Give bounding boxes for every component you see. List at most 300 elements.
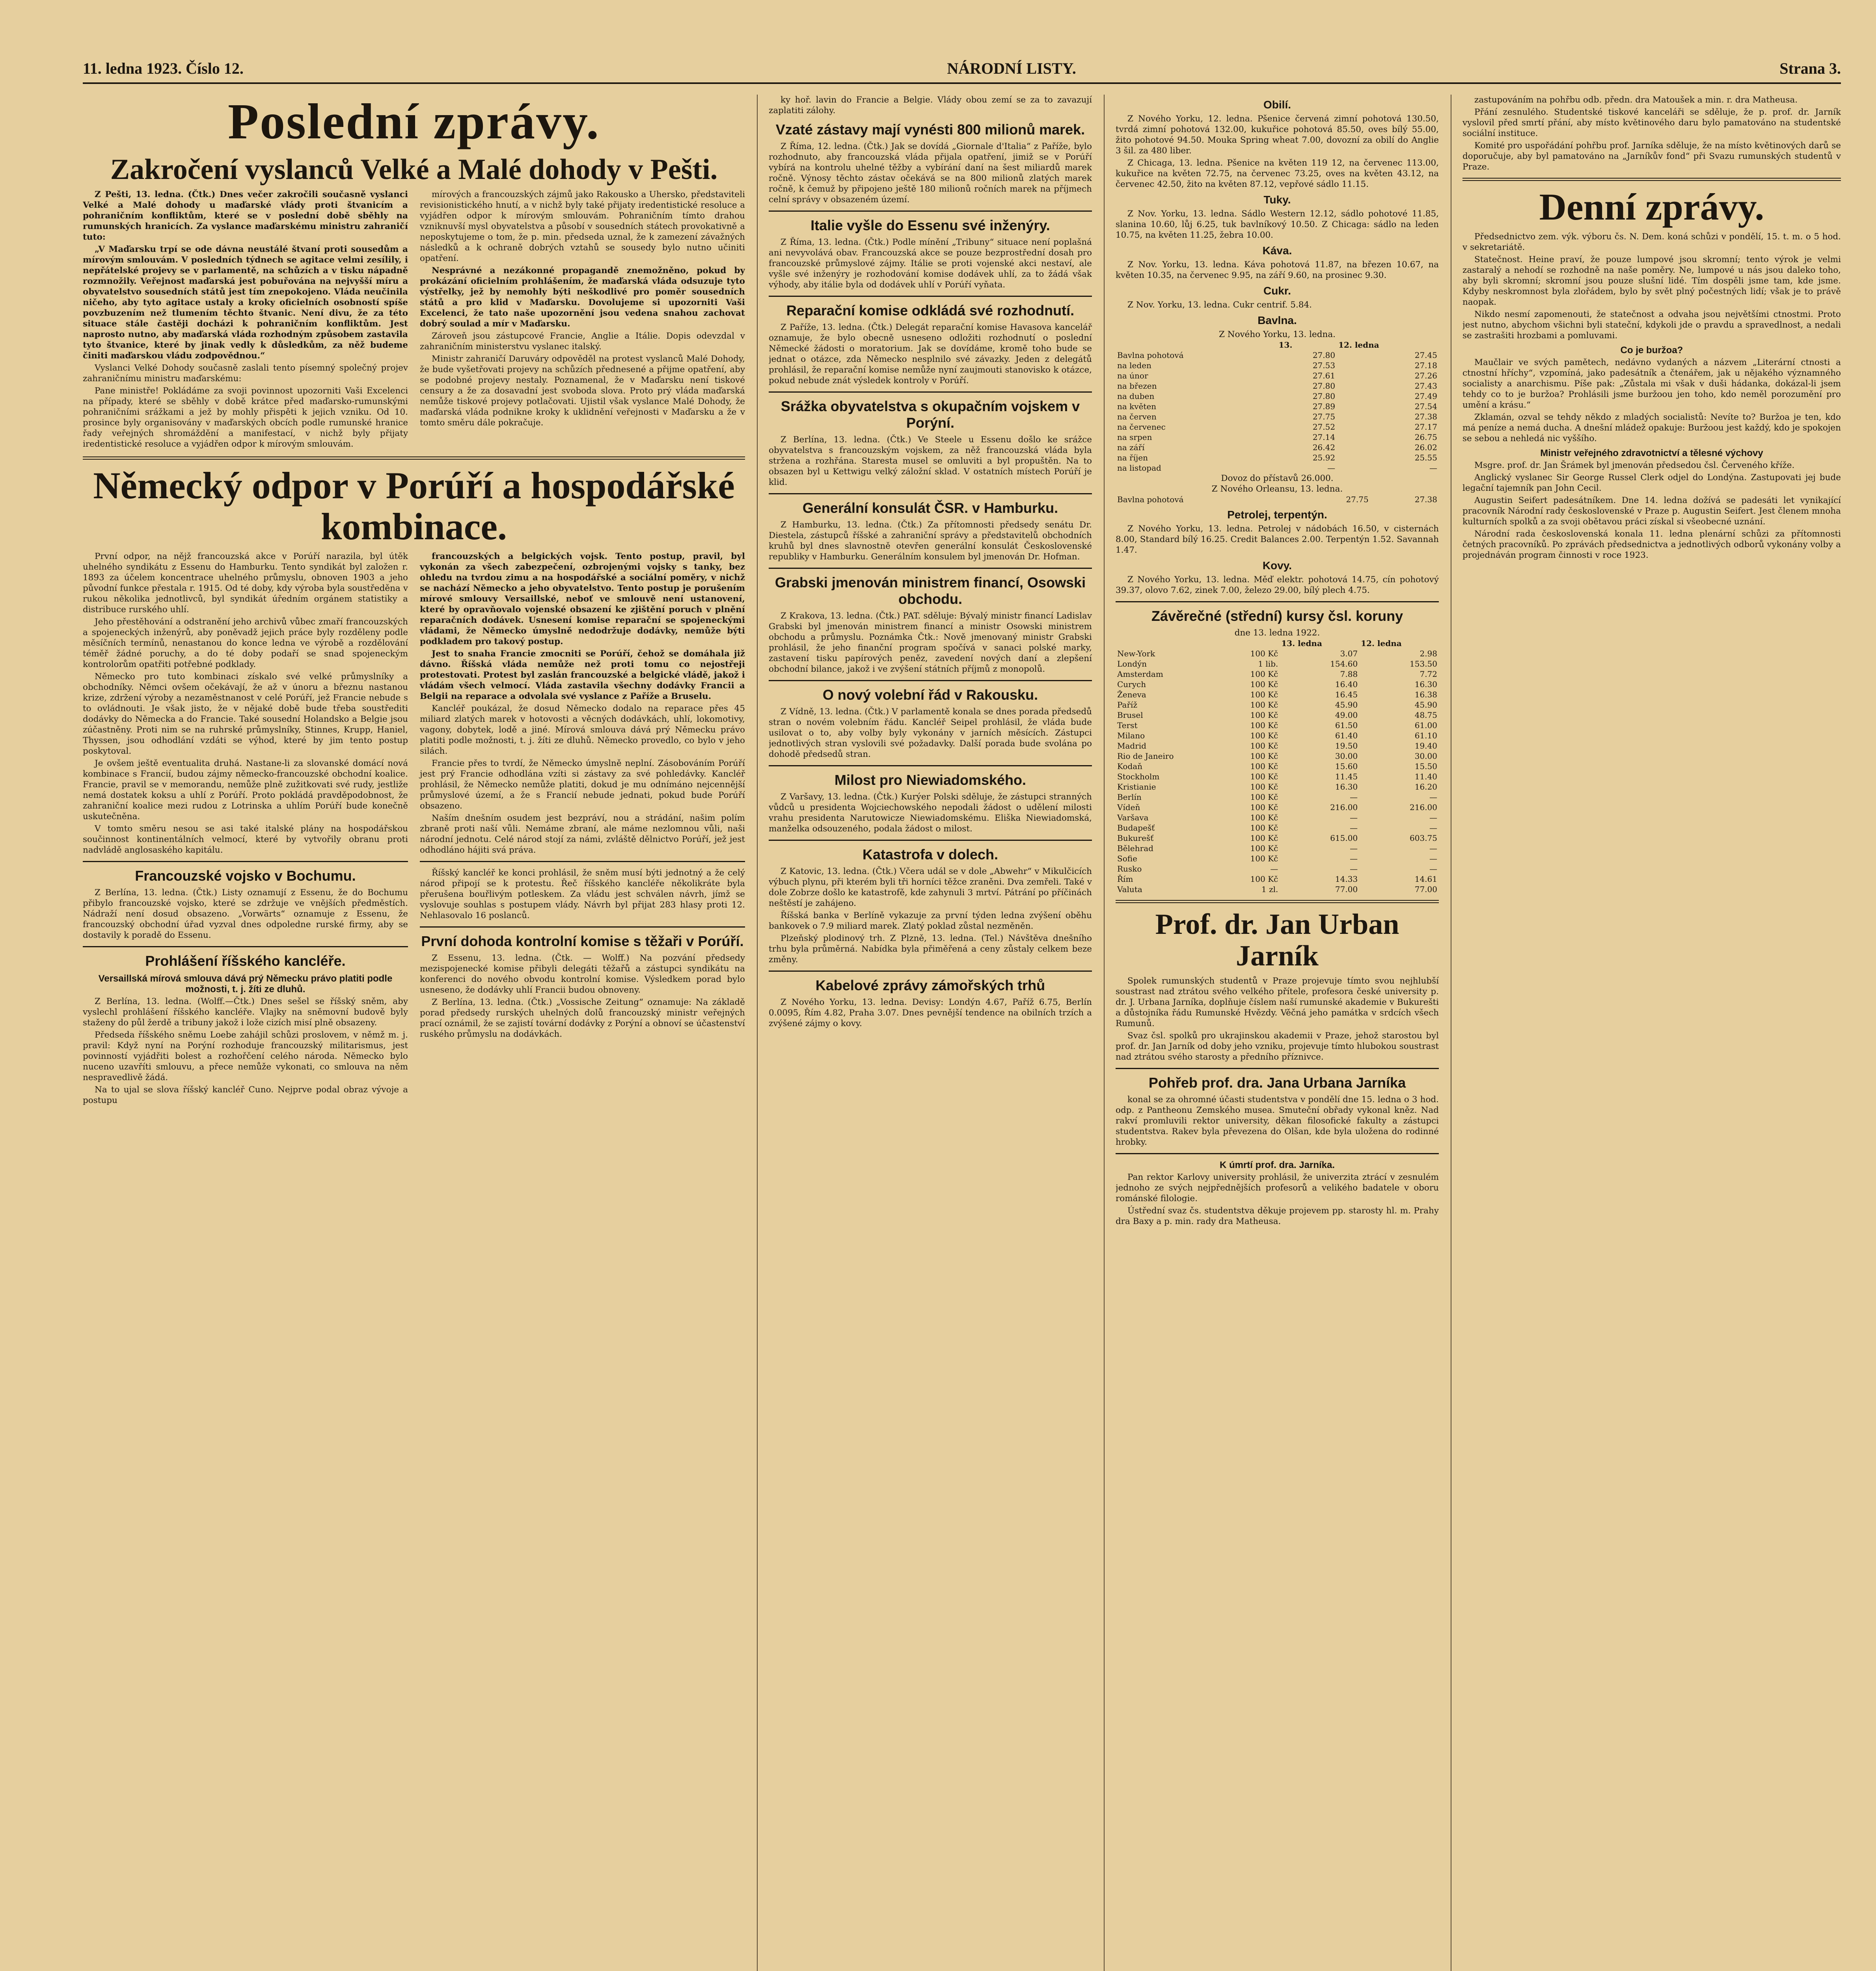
table-value-cell: 27.52 [1312, 422, 1336, 432]
table-value-cell: 61.00 [1414, 721, 1437, 730]
date-issue: 11. ledna 1923. Číslo 12. [83, 60, 244, 77]
table-value-cell: 45.90 [1335, 700, 1358, 710]
article-title-milost: Milost pro Niewiadomského. [834, 772, 1026, 788]
section-title-kursy: Závěrečné (střední) kursy čsl. koruny [1151, 608, 1403, 624]
table-row [1116, 412, 1439, 422]
paper-title: NÁRODNÍ LISTY. [947, 60, 1076, 77]
table-header-cell: 12. ledna [1338, 340, 1379, 350]
table-row [1116, 700, 1439, 710]
article-title-katastrofa: Katastrofa v dolech. [862, 846, 999, 863]
article-paragraph: Anglický vyslanec Sir George Russel Clerk odjel do Londýna. Zastupovati jej bude legační tajemník pan John Cecil. [1462, 473, 1841, 493]
table-value-cell: 27.80 [1312, 391, 1336, 401]
table-value-cell: 100 Kč [1250, 854, 1278, 863]
table-value-cell: 27.80 [1312, 350, 1336, 360]
table-row [1116, 710, 1439, 720]
divider [769, 971, 1092, 972]
table-value-cell: 100 Kč [1250, 741, 1278, 751]
article-paragraph: Z Krakova, 13. ledna. (Čtk.) PAT. sděluje: Bývalý ministr financí Ladislav Grabski byl jmenován ministrem financí a ministr Osowski ministrem obchodu a průmyslu. Poznámka Čtk.: Nově jmenovaný ministr Grabski prohlásil, že jeho finanční program spočívá v sanaci polské marky, zastavení tisku papírových peněz, zavedení nových daní a zlepšení obchodní bilance, jakož i ve zvýšení státních příjmů z monopolů. [769, 611, 1092, 674]
table-value-cell: 154.60 [1330, 659, 1358, 669]
article-paragraph: Z Berlína, 13. ledna. (Čtk.) „Vossische Zeitung“ oznamuje: Na základě porad předsedy rurských uhelných dolů francouzský ministr veřejných prací oznámil, že se zajistí tovární dodávky z Porýní a obnoví se účastenství ruského průmyslu na dodávkách. [420, 997, 745, 1039]
article-paragraph: Z Říma, 12. ledna. (Čtk.) Jak se dovídá „Giornale d'Italia“ z Paříže, bylo rozhodnuto, aby francouzská vláda přijala opatření, jimiž se v Porúří vybírá na kontrolu uhelné těžby a vybírání daní na šest miliardů marek ročně. Výnosy těchto zástav očekává se na 800 milionů zlatých marek ročně, k čemuž by připojeno ještě 180 milionů ročních marek na příjmech celní správy v obsazeném území. [769, 142, 1092, 205]
table-label-cell: Varšava [1117, 813, 1149, 822]
section-title-tuky: Tuky. [1263, 194, 1291, 206]
divider [769, 568, 1092, 569]
table-value-cell: 1 lib. [1258, 659, 1278, 669]
table-value-cell: 30.00 [1335, 751, 1358, 761]
table-label-cell: na únor [1117, 371, 1148, 380]
column-1-2 [83, 95, 745, 1971]
table-value-cell: 27.17 [1414, 422, 1437, 432]
divider [769, 840, 1092, 841]
column-5 [1462, 95, 1841, 1971]
article-paragraph: Naším dnešním osudem jest bezpráví, nou a strádání, našim polím zbraně proti naší vůli. Nemáme zbraní, ale máme nezlomnou vůli, naši národní jednotu. Celé národ stojí za námi, zvláště dělnictvo Porúří, jež jest odhodláno hájiti svá práva. [420, 813, 745, 855]
article-subtitle: Co je buržoa? [1620, 345, 1683, 356]
table-label-cell: na duben [1117, 391, 1155, 401]
table-value-cell: 26.75 [1414, 432, 1437, 442]
market-note: Dovoz do přístavů 26.000. [1221, 473, 1334, 483]
table-value-cell: 100 Kč [1250, 669, 1278, 679]
article-title-zastavy: Vzaté zástavy mají vynésti 800 milionů marek. [775, 121, 1085, 138]
article-paragraph: Je ovšem ještě eventualita druhá. Nastane-li za slovanské domácí nová kombinace s Francií, budou zájmy německo-francouzské obchodní koalice. Francie, pravil se v memorandu, nemůže plně zužitkovati své rudy, jestliže nemá dostatek koksu a uhlí z Porúří. Proto pokládá pravděpodobnost, že zahraniční koalice mezi rudou z Lotrinska a uhlím Porúří bude konečně uskutečněna. [83, 758, 408, 822]
article-subtitle: Ministr veřejného zdravotnictví a tělesné výchovy [1540, 448, 1763, 458]
divider [769, 680, 1092, 681]
table-value-cell: 100 Kč [1250, 710, 1278, 720]
table-value-cell: 7.72 [1420, 669, 1437, 679]
table-row [1116, 679, 1439, 689]
table-row [1116, 874, 1439, 884]
kurs-table [1116, 638, 1439, 894]
table-value-cell: 27.26 [1414, 371, 1437, 380]
table-label-cell: Berlín [1117, 792, 1142, 802]
article-paragraph: Vyslanci Velké Dohody současně zaslali tento písemný společný projev zahraničnímu ministru maďarskému: [83, 363, 408, 384]
article-paragraph: konal se za ohromné účasti studentstva v pondělí dne 15. ledna o 3 hod. odp. z Pantheonu Zemského musea. Smuteční obřady vykonal kněz. Nad rakví promluvili rektor university, děkan filosofické fakulty a zástupci studentstva. Rakev byla převezena do Olšan, kde byla uložena do rodinné hrobky. [1116, 1095, 1439, 1147]
table-row [1116, 689, 1439, 700]
divider [1116, 1068, 1439, 1069]
article-paragraph: Msgre. prof. dr. Jan Šrámek byl jmenován předsedou čsl. Červeného kříže. [1474, 460, 1795, 470]
table-value-cell: 61.40 [1335, 731, 1358, 740]
article-title-vojsko: Francouzské vojsko v Bochumu. [135, 868, 356, 884]
table-row [1116, 782, 1439, 792]
article-paragraph: Jeho přestěhování a odstranění jeho archivů vůbec zmaří francouzských a spojeneckých inženýrů, aby poněvadž jejich práce byly rozděleny podle měsíčních termínů, nenastanou do konce ledna ve výrobě a rozdělování téměř žádné poruchy, a do té doby podaří se snad spojeneckým kontrolorům opatřiti potřebné podklady. [83, 617, 408, 669]
divider [769, 391, 1092, 393]
article-title-odpor: Německý odpor v Porúří a hospodářské kombinace. [93, 464, 735, 548]
divider [83, 456, 745, 460]
table-value-cell: 16.30 [1414, 680, 1437, 689]
table-value-cell: 603.75 [1410, 833, 1437, 843]
article-paragraph: Komité pro uspořádání pohřbu prof. Jarníka sděluje, že na místo květinových darů se doporučuje, aby byl pamatováno na „Jarníkův fond“ při Svazu rumunských studentů v Praze. [1462, 141, 1841, 172]
table-value-cell: 100 Kč [1250, 721, 1278, 730]
article-title-vyslanci: Zakročení vyslanců Velké a Malé dohody v Pešti. [110, 153, 718, 186]
table-header-cell [1224, 638, 1280, 648]
headline-posledni-zpravy: Poslední zprávy. [227, 95, 600, 149]
article-title-pohreb: Pohřeb prof. dra. Jana Urbana Jarníka [1148, 1075, 1406, 1091]
table-value-cell: 16.20 [1414, 782, 1437, 792]
market-paragraph: Z Nov. Yorku, 13. ledna. Káva pohotová 11.87, na březen 10.67, na květen 10.35, na červenec 9.95, na září 9.60, na prosinec 9.30. [1116, 260, 1439, 280]
column-rule [1104, 95, 1105, 1971]
table-row [1116, 360, 1439, 371]
table-value-cell: 100 Kč [1250, 844, 1278, 853]
table-header-cell [1116, 638, 1224, 648]
article-paragraph: mírových a francouzských zájmů jako Rakousko a Uhersko, představiteli revisionistického hnutí, a v nichž byly také přijaty iredentistické resoluce a vyjádřen odpor k mírovým smlouvám. Pohraničním tímto drahou vzniknuvší mysl obyvatelstva a působí v sousedních státech provokativně a neposkytujeme o tom, že p. min. předseda uznal, že k zamezení závažných následků a k ochraně dobrých vztahů se sousedy bylo nutno učiniti opatření. [420, 190, 745, 263]
article-paragraph: Ministr zahraničí Daruváry odpověděl na protest vyslanců Malé Dohody, že bude vyšetřovati projevy na schůzích přednesené a přijme opatření, aby se podobné projevy nestaly. Poznamenal, že v Maďarsku není tiskové censury a že za dosavadní jest svoboda slova. Proto prý vláda maďarská nemůže tiskové projevy potlačovati. Ujistil však vyslance Malé Dohody, že maďarská vláda podnikne kroky k uklidnění veřejnosti v Maďarsku a že v tomto směru dále pokračuje. [420, 354, 745, 428]
table-value-cell: 16.38 [1414, 690, 1437, 699]
table-value-cell: 27.61 [1312, 371, 1336, 380]
bavlna-table [1116, 340, 1439, 473]
article-paragraph: Pane ministře! Pokládáme za svoji povinnost upozorniti Vaši Excelenci na případy, které se sběhly v době krátce před maďarsko-rumunskými pohraničními srážkami a jež by mohly přispěti k jejich vzniku. Od 10. prosince byly organisovány v maďarských obcích podle rumunské hranice řady veřejných shromáždění a manifestací, v nichž byly přijaty iredentistické resoluce a vyjádřen odpor k mírovým smlouvám. [83, 386, 408, 449]
table-value-cell: — [1429, 792, 1437, 802]
article-paragraph: Jest to snaha Francie zmocniti se Porúří, čehož se domáhala již dávno. Říšská vláda nemůže než proti tomu co nejostřeji protestovati. Protest byl zaslán francouzské a belgické vládě, jakož i vládám všech velmocí. Vláda zastavila všechny dodávky Francii a Belgii na reparace a odvolala své vyslance z Paříže a Bruselu. [420, 649, 745, 701]
article-title-konsulat: Generální konsulát ČSR. v Hamburku. [802, 500, 1058, 516]
market-paragraph: Z Nového Yorku, 13. ledna. Petrolej v nádobách 16.50, v cisternách 8.00, Standard bílý 16.25. Credit Balances 2.00. Terpentýn 1.52. Savannah 1.47. [1116, 524, 1439, 555]
table-label-cell: Bavlna pohotová [1117, 350, 1184, 360]
article-title-srazka: Srážka obyvatelstva s okupačním vojskem v Porýní. [781, 398, 1080, 431]
article-paragraph: Spolek rumunských studentů v Praze projevuje tímto svou nejhlubší soustrast nad ztrátou svého velkého přítele, profesora české university p. dr. J. Urbana Jarníka, doplňuje číslem naší rumunské akademie v Bukurešti a důstojníka řádu Rumunské Hvězdy. Věčná jeho památka v srdcích všech Rumunů. [1116, 976, 1439, 1028]
table-value-cell: — [1327, 463, 1336, 473]
table-value-cell: 100 Kč [1250, 874, 1278, 884]
table-value-cell: 100 Kč [1250, 823, 1278, 833]
table-value-cell: 61.50 [1335, 721, 1358, 730]
table-row [1116, 823, 1439, 833]
odpor-body [83, 551, 745, 1107]
table-value-cell: 25.92 [1312, 453, 1336, 462]
article-title-reparacni: Reparační komise odkládá své rozhodnutí. [786, 302, 1075, 319]
orleans-table [1116, 494, 1439, 505]
table-label-cell: Curych [1117, 680, 1146, 689]
article-paragraph: Z Berlína, 13. ledna. (Wolff.—Čtk.) Dnes sešel se říšský sněm, aby vyslechl prohlášení říšského kancléře. Vlajky na sněmovní budově byly staženy do půl žerdě a tribuny jakož i lože cizích misí plně obsazeny. [83, 997, 408, 1028]
table-label-cell: Brusel [1117, 710, 1143, 720]
vyslanci-body [83, 189, 745, 451]
table-value-cell: 11.40 [1414, 772, 1437, 781]
table-row [1116, 463, 1439, 473]
table-header-cell: 12. ledna [1361, 639, 1402, 648]
table-value-cell: 27.75 [1312, 412, 1336, 421]
table-value-cell: — [1429, 864, 1437, 874]
table-row [1116, 669, 1439, 679]
table-label-cell: Amsterdam [1117, 669, 1163, 679]
table-row [1116, 730, 1439, 741]
article-paragraph: Předseda říšského sněmu Loebe zahájil schůzi proslovem, v němž m. j. pravil: Když nyní na Porýní rozhoduje francouzský militarismus, jest povinností vyjádřiti bolest a rozhořčení celého národa. Německo bylo nuceno uzavříti smlouvu, a přece nemůže vykonati, co smlouva na něm nespravedlivě žádá. [83, 1030, 408, 1082]
market-paragraph: Z Nov. Yorku, 13. ledna. Cukr centrif. 5.84. [1127, 300, 1312, 310]
divider [83, 946, 408, 947]
table-header-cell [1116, 340, 1277, 350]
article-paragraph: Z Essenu, 13. ledna. (Čtk. — Wolff.) Na pozvání předsedy mezispojenecké komise přibyli delegáti těžařů a zástupci syndikátu na konferenci do nového obvodu kontrolní komise. Výsledkem porad bylo usneseno, že dodávky uhlí Francii budou obnoveny. [420, 953, 745, 995]
article-paragraph: „V Maďarsku trpí se ode dávna neustálé štvaní proti sousedům a mírovým smlouvám. V posledních týdnech se agitace velmi zesílily, i nepřátelské projevy se v parlamentě, na schůzích a v tisku nápadně rozmnožily. Veřejnost maďarská jest pobuřována na nejvyšší míru a obyvatelstvo sousedních států jest tím znepokojeno. Vláda neučinila ničeho, aby tyto agitace ustaly a kroky oficielních osobností spíše povzbuzením než tlumením těchto štvanic. Není divu, že za této situace stále častěji docházi k pohraničním konfliktům. Jest naprosto nutno, aby maďarská vláda rozhodným způsobem zastavila tyto štvanice, které by jinak vedly k důsledkům, za něž budeme činiti maďarskou vládu zodpovědnou.“ [83, 244, 408, 361]
table-value-cell: 7.88 [1340, 669, 1358, 679]
column-rule [757, 95, 758, 1971]
table-label-cell: Rio de Janeiro [1117, 751, 1174, 761]
newspaper-page [83, 59, 1841, 1971]
article-paragraph: První odpor, na nějž francouzská akce v Porúří narazila, byl útěk uhelného syndikátu z Essenu do Hamburku. Tento syndikát byl založen r. 1893 za účelem koncentrace uhelného průmyslu, obnoven 1903 a jeho původní funkce přestala r. 1915. Od té doby, kdy výroba byla soustředěna v rukou několika jednotlivců, byl syndikát úředním orgánem statistiky a distribuce rurského uhlí. [83, 551, 408, 615]
table-label-cell: Madrid [1117, 741, 1146, 751]
article-paragraph: Maučlair ve svých pamětech, nedávno vydaných a názvem „Literární ctnosti a ctnostní hříchy“, vzpomíná, jako padesátník a čtenářem, jak u nějakého významného socialisty a anarchismu. Píše pak: „Zůstala mi však v duši hádanka, dokázal-li jsem tehdy co to je buržoa? Prohlásili jsme buržoou jen toho, kdo neměl porozumění pro umění a krásu.“ [1462, 358, 1841, 410]
article-paragraph: Augustin Seifert padesátníkem. Dne 14. ledna dožívá se padesáti let vynikající pracovník Národní rady československé v Praze p. Augustin Seifert. Jest členem mnoha kulturních spolků a za svoji obětavou práci získal si všeobecné uznání. [1462, 496, 1841, 527]
divider [420, 861, 745, 862]
article-paragraph: Ústřední svaz čs. studentstva děkuje projevem pp. starosty hl. m. Prahy dra Baxy a p. min. rady dra Matheusa. [1116, 1206, 1439, 1226]
section-title-denni: Denní zprávy. [1539, 186, 1764, 228]
article-paragraph: Z Říma, 13. ledna. (Čtk.) Podle mínění „Tribuny“ situace není poplašná ani nevyvolává obav. Francouzská akce se pouze bezprostřední dosah pro francouzské průmyslové zájmy. Itálie se proti vojenské akci nestaví, ale vyšle své inženýry je rozhodování komise dodávek uhlí, za to žádá však výhody, aby itálie byla od dodávek uhlí v Porúří vyňata. [769, 237, 1092, 290]
article-paragraph: Zároveň jsou zástupcové Francie, Anglie a Itálie. Dopis odevzdal v zahraničním ministerstvu vyslanec italský. [420, 331, 745, 352]
table-label-cell: Bavlna pohotová [1117, 495, 1184, 504]
table-row [1116, 853, 1439, 864]
divider [1462, 178, 1841, 181]
article-paragraph: Z Pešti, 13. ledna. (Čtk.) Dnes večer zakročili současně vyslanci Velké a Malé dohody u maďarské vlády proti štvanicím a pohraničním konfliktům, které se v poslední době sběhly na rumunských hranicích. Za vyslance maďarskému ministru zahraničí tuto: [83, 190, 408, 242]
table-value-cell: 27.49 [1414, 391, 1437, 401]
table-header-cell: 13. [1278, 340, 1293, 350]
table-value-cell: — [1350, 854, 1358, 863]
table-value-cell: 26.42 [1312, 443, 1336, 452]
table-value-cell: 16.45 [1335, 690, 1358, 699]
table-row [1116, 864, 1439, 874]
article-paragraph: Přání zesnulého. Studentské tiskové kanceláři se sděluje, že p. prof. dr. Jarník vyslovil před smrtí přání, aby místo květinového daru bylo pamatováno na studentské sociální instituce. [1462, 107, 1841, 138]
table-row [1116, 802, 1439, 812]
divider [420, 926, 745, 928]
table-row [1116, 659, 1439, 669]
article-paragraph: Národní rada československá konala 11. ledna plenární schůzi za přítomnosti četných pracovníků. Po zprávách předsednictva a jednotlivých odborů vykonány volby a projednáván program činnosti v roce 1923. [1462, 529, 1841, 560]
table-row [1116, 381, 1439, 391]
article-paragraph: Plzeňský plodinový trh. Z Plzně, 13. ledna. (Tel.) Návštěva dnešního trhu byla průměrná. Nabídka byla přiměřená a ceny zůstaly celkem beze změny. [769, 933, 1092, 965]
table-label-cell: Bělehrad [1117, 844, 1153, 853]
table-label-cell: na srpen [1117, 432, 1152, 442]
section-title-cukr: Cukr. [1263, 285, 1291, 297]
table-label-cell: Milano [1117, 731, 1145, 740]
table-value-cell: 216.00 [1410, 803, 1437, 812]
table-value-cell: — [1350, 813, 1358, 822]
table-label-cell: Rusko [1117, 864, 1142, 874]
table-value-cell: 100 Kč [1250, 813, 1278, 822]
table-value-cell: 27.45 [1414, 350, 1437, 360]
table-label-cell: na září [1117, 443, 1145, 452]
divider [769, 211, 1092, 212]
article-paragraph: V tomto směru nesou se asi také italské plány na hospodářskou součinnost kontinentálních velmocí, které by vytvořily obranu proti nadvládě anglosaského kapitálu. [83, 824, 408, 855]
table-value-cell: — [1350, 823, 1358, 833]
table-value-cell: 48.75 [1414, 710, 1437, 720]
table-row [1116, 432, 1439, 442]
table-row [1116, 812, 1439, 823]
section-title-petrolej: Petrolej, terpentýn. [1227, 509, 1327, 521]
table-value-cell: 27.43 [1414, 381, 1437, 391]
market-paragraph: Z Chicaga, 13. ledna. Pšenice na květen 119 12, na červenec 113.00, kukuřice na květen 72.75, na červenec 73.25, oves na květen 43.12, na červenec 42.50, žito na květen 87.12, vepřové sádlo 11.15. [1116, 158, 1439, 189]
table-row [1116, 751, 1439, 761]
table-value-cell: 100 Kč [1250, 833, 1278, 843]
table-value-cell: 100 Kč [1250, 803, 1278, 812]
table-value-cell: 27.89 [1312, 402, 1336, 411]
article-paragraph: Z Katovic, 13. ledna. (Čtk.) Včera udál se v dole „Abwehr“ v Mikulčicích výbuch plynu, při kterém byli tři horníci těžce zraněni. Dva zemřeli. Také v dole Zobrze došlo ke katastrofě, kde zahynuli 3 mrtví. Pátrání po příčinách neštěstí je zahájeno. [769, 866, 1092, 908]
article-paragraph: Z Nového Yorku, 13. ledna. Devisy: Londýn 4.67, Paříž 6.75, Berlín 0.0095, Řím 4.82, Praha 3.07. Dnes pevnější tendence na obilních trzích a zvýšené zájmy o kovy. [769, 997, 1092, 1028]
table-row [1116, 792, 1439, 802]
table-value-cell: 16.40 [1335, 680, 1358, 689]
table-value-cell: — [1429, 823, 1437, 833]
table-value-cell: — [1429, 844, 1437, 853]
article-paragraph: ky hoř. lavin do Francie a Belgie. Vlády obou zemí se za to zavazují zaplatiti zálohy. [769, 95, 1092, 116]
column-3 [769, 95, 1092, 1971]
table-label-cell: Sofie [1117, 854, 1137, 863]
article-paragraph: Předsednictvo zem. výk. výboru čs. N. Dem. koná schůzi v pondělí, 15. t. m. o 5 hod. v sekretariátě. [1462, 232, 1841, 252]
table-value-cell: 45.90 [1414, 700, 1437, 710]
table-value-cell: 19.40 [1414, 741, 1437, 751]
table-row [1116, 350, 1439, 360]
table-row [1116, 833, 1439, 843]
article-paragraph: Z Hamburku, 13. ledna. (Čtk.) Za přítomnosti předsedy senátu Dr. Diestela, zástupců říšské a zahraniční správy a představitelů obchodních kruhů byl dnes slavnostně otevřen generální konsulát Československé republiky v Hamburku. Generálním konsulem byl jmenován Dr. Hofman. [769, 520, 1092, 562]
article-title-italie: Italie vyšle do Essenu své inženýry. [810, 217, 1050, 233]
article-paragraph: Kancléř poukázal, že dosud Německo dodalo na reparace přes 45 miliard zlatých marek v hotovosti a věcných dodávkách, uhlí, lokomotivy, vagony, dobytek, lodě a jiné. Mírová smlouva dává prý Německu právo platiti podle možnosti, t. j. žíti ze dluhů. Německo provedlo, co bylo v jeho silách. [420, 704, 745, 756]
divider [83, 861, 408, 862]
table-label-cell: na březen [1117, 381, 1157, 391]
columns [83, 95, 1841, 1971]
article-subtitle: Versaillská mírová smlouva dává prý Německu právo platiti podle možnosti, t. j. žíti ze dluhů. [98, 973, 393, 995]
table-label-cell: New-York [1117, 649, 1155, 658]
table-value-cell: 100 Kč [1250, 680, 1278, 689]
market-subtitle: Z Nového Yorku, 13. ledna. [1218, 330, 1336, 339]
table-value-cell: — [1350, 864, 1358, 874]
table-row [1116, 648, 1439, 659]
table-value-cell: 27.53 [1312, 361, 1336, 370]
table-value-cell: 216.00 [1330, 803, 1358, 812]
table-value-cell: — [1429, 463, 1437, 473]
table-row [1116, 401, 1439, 412]
table-value-cell: 27.38 [1414, 412, 1437, 421]
table-value-cell: 77.00 [1335, 885, 1358, 894]
table-row [1116, 741, 1439, 751]
table-value-cell: 27.18 [1414, 361, 1437, 370]
article-paragraph: francouzských a belgických vojsk. Tento postup, pravil, byl vykonán za všech zabezpečení, ozbrojenými vojsky s tanky, bez ohledu na tvrdou zimu a na hospodářské a sociální poměry, v nichž se nachází Německo a jeho obyvatelstvo. Tento postup je porušením mírové smlouvy Versaillské, neboť ve smlouvě není ustanovení, které by opravňovalo vojenské obsazení ke zjištění poruch v plnění reparačních dodávek. Usnesení komise reparační se spojeneckými vládami, že Německo úmyslně nedodržuje dodávky, nemůže býti podkladem pro takový postup. [420, 551, 745, 646]
table-value-cell: 27.54 [1414, 402, 1437, 411]
divider [769, 765, 1092, 766]
section-title-kovy: Kovy. [1262, 559, 1292, 572]
divider [1116, 900, 1439, 903]
market-paragraph: Z Nového Yorku, 13. ledna. Měď elektr. pohotová 14.75, cín pohotový 39.37, olovo 7.62, zinek 7.00, železo 29.00, bílý plech 4.75. [1116, 575, 1439, 595]
article-title-prohlaseni: Prohlášení říšského kancléře. [145, 953, 346, 969]
table-value-cell: 100 Kč [1250, 762, 1278, 771]
column-4 [1116, 95, 1439, 1971]
masthead [83, 59, 1841, 84]
article-paragraph: Nesprávné a nezákonné propagandě znemožněno, pokud by prokázání oficielním prohlášením, že maďarská vláda odsuzuje tyto výstřelky, jež by nemohly býti neškodlivé pro poměr sousedních států a pro klid v Maďarsku. Dovolujeme si upozorniti Vaši Excelenci, že tato naše upozornění jsou vedena snahou zachovat dobrý soulad a mír v Maďarsku. [420, 266, 745, 329]
market-subtitle: Z Nového Orleansu, 13. ledna. [1211, 484, 1343, 494]
table-label-cell: Vídeň [1117, 803, 1140, 812]
table-row [1116, 843, 1439, 853]
market-paragraph: Z Nového Yorku, 12. ledna. Pšenice červená zimní pohotová 130.50, tvrdá zimní pohotová 132.00, kukuřice pohotová 85.50, oves bílý 55.00, žito pohotové 94.50. Mouka Spring wheat 7.00, dovozní za obilí do Anglie 3 šil. za 480 liber. [1116, 114, 1439, 156]
table-value-cell: 100 Kč [1250, 782, 1278, 792]
section-title-kava: Káva. [1262, 244, 1292, 257]
table-value-cell: 14.33 [1335, 874, 1358, 884]
table-value-cell: 49.00 [1335, 710, 1358, 720]
article-paragraph: Z Berlína, 13. ledna. (Čtk.) Ve Steele u Essenu došlo ke srážce obyvatelstva s francouzským vojskem, za něž francouzská vláda byla stržena a rozhřána. Staresta musel se omluviti a byl propuštěn. Na to obsazen byl u Kettwigu velký záložní sklad. V ostatních místech Porúří je klid. [769, 435, 1092, 487]
table-value-cell: 27.38 [1414, 495, 1437, 504]
divider [769, 296, 1092, 297]
table-row [1116, 884, 1439, 894]
table-value-cell: 27.14 [1312, 432, 1336, 442]
table-header-cell: 13. ledna [1281, 639, 1322, 648]
table-value-cell: 19.50 [1335, 741, 1358, 751]
article-paragraph: Svaz čsl. spolků pro ukrajinskou akademii v Praze, jehož starostou byl prof. dr. Jan Jarník od doby jeho vzniku, projevuje tímto hlubokou soustrast nad ztrátou svého starosty a předního příznivce. [1116, 1031, 1439, 1062]
article-paragraph: Francie přes to tvrdí, že Německo úmyslně neplní. Zásobováním Porúří jest prý Francie odhodlána vzíti si zástavy za své pohledávky. Kancléř prohlásil, že Německo nemůže platiti, dokud je mu odnímáno nejcennější průmyslové území, a že s Francií nebude jednati, pokud bude Porúří obsazeno. [420, 758, 745, 811]
table-label-cell: Londýn [1117, 659, 1147, 669]
article-title-jarnik: Prof. dr. Jan Urban Jarník [1155, 908, 1399, 972]
table-value-cell: 100 Kč [1250, 792, 1278, 802]
section-title-obili: Obilí. [1263, 99, 1291, 111]
table-row [1116, 494, 1439, 505]
table-value-cell: — [1429, 813, 1437, 822]
article-paragraph: Z Berlína, 13. ledna. (Čtk.) Listy oznamují z Essenu, že do Bochumu přibylo francouzské vojsko, které se zdržuje ve vnějších předměstích. Nádraží není dosud obsazeno. „Vorwärts“ oznamuje z Essenu, že francouzský obchodní úřad vyzval dnes odpoledne rurské firmy, aby se dostavily k poradě do Essenu. [83, 888, 408, 940]
article-paragraph: Německo pro tuto kombinaci získalo své velké průmyslníky a obchodníky. Němci ovšem očekávají, že až v únoru a březnu nastanou krize, zdržení výroby a nezaměstnanost v celé Porúří, jež Francie nebude s to ovládnouti. Je však jisto, že v nějaké době bude třeba soustřediti dodávky do Německa a do Francie. Také sousední Holandsko a Belgie jsou zúčastněny. Proti nim se na ruhrské průmyslníky, Stinnes, Krupp, Haniel, Thyssen, jsou odhodlání vzdáti se výhod, které by jim tento postup poskytoval. [83, 672, 408, 756]
article-title-kabelove: Kabelové zprávy zámořských trhů [815, 977, 1045, 993]
divider [1116, 601, 1439, 602]
article-paragraph: Z Vídně, 13. ledna. (Čtk.) V parlamentě konala se dnes porada předsedů stran o novém volebním řádu. Kancléř Seipel prohlásil, že vláda bude usilovat o to, aby volby byly vykonány v jarních měsících. Zástupci jednotlivých stran vyslovili své požadavky. Další porada bude svolána po dohodě předsedů stran. [769, 707, 1092, 759]
article-paragraph: Říšský kancléř ke konci prohlásil, že sněm musí býti jednotný a že celý národ připojí se k protestu. Řeč říšského kancléře několikráte byla přerušena bouřlivým potleskem. Za vládu jest schválen návrh, jímž se vyslovuje souhlas s postupem vlády. Návrh byl přijat 283 hlasy proti 12. Nehlasovalo 16 poslanců. [420, 868, 745, 920]
article-paragraph: Z Paříže, 13. ledna. (Čtk.) Delegát reparační komise Havasova kancelář oznamuje, že bylo obecně usneseno odložiti rozhodnutí o poslední Německé žádosti o moratorium. Jak se dovídáme, kromě toho bude se jednat o otázce, zda Německo nesplnilo své závazky. Jeden z delegátů prohlásil, že reparační komise nemůže nyní zaujmouti stanovisko k otázce, pokud nebude znát výsledek kontroly v Porúří. [769, 322, 1092, 386]
table-row [1116, 371, 1439, 381]
table-label-cell: Paříž [1117, 700, 1137, 710]
table-row [1116, 771, 1439, 782]
table-row [1116, 453, 1439, 463]
table-label-cell: Stockholm [1117, 772, 1160, 781]
table-value-cell: 77.00 [1414, 885, 1437, 894]
article-subtitle: K úmrtí prof. dra. Jarníka. [1219, 1160, 1335, 1170]
article-paragraph: Na to ujal se slova říšský kancléř Cuno. Nejprve podal obraz vývoje a postupu [83, 1085, 408, 1105]
table-value-cell: — [1270, 864, 1278, 874]
table-value-cell: — [1429, 854, 1437, 863]
table-value-cell: — [1350, 792, 1358, 802]
table-value-cell: 100 Kč [1250, 772, 1278, 781]
table-value-cell: 61.10 [1414, 731, 1437, 740]
article-paragraph: Nikdo nesmí zapomenouti, že statečnost a odvaha jsou největšími ctnostmi. Proto jest nutno, abychom všichni byli stateční, kdykoli jde o pravdu a spravedlnost, a nedali se zastrašiti hrozbami a pomluvami. [1462, 309, 1841, 341]
article-paragraph: Říšská banka v Berlíně vykazuje za první týden ledna zvýšení oběhu bankovek o 7.9 miliard marek. Zlatý poklad zůstal nezměněn. [769, 911, 1092, 931]
table-row [1116, 720, 1439, 730]
table-label-cell: na červen [1117, 412, 1157, 421]
divider [1116, 1153, 1439, 1154]
table-label-cell: Kristianie [1117, 782, 1156, 792]
table-label-cell: Budapešť [1117, 823, 1155, 833]
table-value-cell: 15.60 [1335, 762, 1358, 771]
table-value-cell: 100 Kč [1250, 700, 1278, 710]
table-value-cell: 27.75 [1346, 495, 1369, 504]
table-value-cell: 14.61 [1414, 874, 1437, 884]
table-label-cell: na květen [1117, 402, 1157, 411]
table-label-cell: na říjen [1117, 453, 1148, 462]
market-paragraph: Z Nov. Yorku, 13. ledna. Sádlo Western 12.12, sádlo pohotové 11.85, slanina 10.60, lůj 6.25, tuk bavlníkový 10.50. Z Chicaga: sádlo na leden 10.75, na květen 11.25, žebra 10.00. [1116, 209, 1439, 240]
table-label-cell: Ženeva [1117, 690, 1146, 699]
section-title-bavlna: Bavlna. [1257, 314, 1297, 326]
table-value-cell: 615.00 [1330, 833, 1358, 843]
table-value-cell: 100 Kč [1250, 751, 1278, 761]
table-value-cell: 100 Kč [1250, 690, 1278, 699]
table-value-cell: 11.45 [1335, 772, 1358, 781]
article-title-rakousko: O nový volební řád v Rakousku. [822, 687, 1038, 703]
table-value-cell: 100 Kč [1250, 731, 1278, 740]
table-label-cell: na červenec [1117, 422, 1166, 432]
table-value-cell: 3.07 [1340, 649, 1358, 658]
table-value-cell: 100 Kč [1250, 649, 1278, 658]
table-value-cell: 30.00 [1414, 751, 1437, 761]
table-row [1116, 761, 1439, 771]
table-value-cell: 27.80 [1312, 381, 1336, 391]
kurs-subtitle: dne 13. ledna 1922. [1234, 628, 1320, 638]
table-label-cell: Terst [1117, 721, 1138, 730]
article-title-dohoda: První dohoda kontrolní komise s těžaři v Porúří. [421, 933, 744, 949]
article-paragraph: Statečnost. Heine praví, že pouze lumpové jsou skromní; tento výrok je velmi zastaralý a nehodí se rozhodně na naše poměry. Ne, lumpové u nás jsou daleko toho, aby byli skromní; skromní jsou pouze slušní lidé. Tím dospěli jsme tam, kde jsme. Kdyby neskromnost byla zlořádem, bylo by svět plný počestných lidí; však je to právě naopak. [1462, 255, 1841, 307]
article-paragraph: zastupováním na pohřbu odb. předn. dra Matoušek a min. r. dra Matheusa. [1474, 95, 1798, 105]
table-row [1116, 391, 1439, 401]
table-label-cell: Bukurešť [1117, 833, 1154, 843]
article-title-grabski: Grabski jmenován ministrem financí, Osowski obchodu. [775, 574, 1086, 607]
article-paragraph: Pan rektor Karlovy university prohlásil, že univerzita ztrácí v zesnulém jednoho ze svých nejpřednějších profesorů a velikého badatele v oboru románské filologie. [1116, 1172, 1439, 1203]
table-value-cell: 2.98 [1420, 649, 1437, 658]
table-label-cell: na leden [1117, 361, 1151, 370]
table-value-cell: 16.30 [1335, 782, 1358, 792]
article-paragraph: Z Varšavy, 13. ledna. (Čtk.) Kurýer Polski sděluje, že zástupci stranných vůdců u presidenta Wojciechowského nepodali žádost o udělení milosti vrahu presidenta Narutowicze Niewiadomskému. Eliška Niewiadomská, manželka odsouzeného, podala žádost o milost. [769, 792, 1092, 834]
page-number: Strana 3. [1779, 60, 1841, 77]
table-row [1116, 422, 1439, 432]
table-label-cell: Řím [1117, 874, 1133, 884]
